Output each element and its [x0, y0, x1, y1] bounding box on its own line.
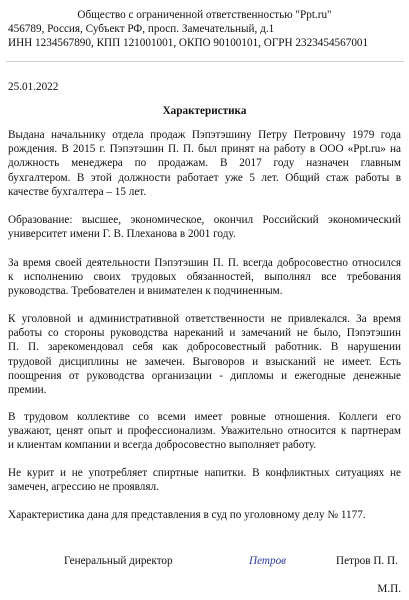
paragraph-line: качестве бухгалтера – 15 лет.	[8, 185, 147, 198]
paragraph-team	[8, 410, 401, 453]
paragraph-line: рождения. В 2015 г. Пэпэтэшин П. П. был принят на работу в ООО «Ppt.ru» на	[8, 143, 401, 156]
paragraph-line: Образование: высшее, экономическое, окончил Российский экономический	[8, 214, 401, 226]
document-date: 25.01.2022	[8, 81, 59, 93]
paragraph-education	[8, 213, 401, 241]
paragraph-line: Выдана начальнику отдела продаж Пэпэтэшину Петру Петровичу 1979 года	[8, 129, 401, 141]
header-divider	[6, 61, 404, 62]
paragraph-line: К уголовной и административной ответственности не привлекался. За время	[8, 313, 401, 325]
paragraph-line: П. П. зарекомендовал себя как добросовестный работник. В нарушении	[8, 341, 401, 354]
paragraph-purpose	[8, 508, 401, 522]
paragraph-line: бухгалтером. В этой должности работает уже 5 лет. Общий стаж работы в	[8, 171, 401, 184]
paragraph-line: работы со стороны руководства нареканий и замечаний не было, Пэпэтэшин	[8, 327, 401, 340]
paragraph-line: премии.	[8, 384, 47, 397]
paragraph-line: к исполнению своих трудовых обязанностей, выполнял все требования	[8, 271, 401, 284]
organization-name: Общество с ограниченной ответственностью "Ppt.ru"	[77, 9, 332, 21]
paragraph-line: замечен, агрессию не проявлял.	[8, 481, 159, 494]
document-title: Характеристика	[162, 105, 247, 117]
paragraph-line: В трудовом коллективе со всеми имеет ровные отношения. Коллеги его	[8, 411, 401, 423]
paragraph-line: уважают, ценят опыт и профессионализм. Уважительно относится к партнерам	[8, 425, 401, 438]
paragraph-line: поощрения от руководства организации - дипломы и ежегодные денежные	[8, 369, 401, 382]
paragraph-duties	[8, 256, 401, 299]
signer-position: Генеральный директор	[64, 555, 173, 567]
paragraph-line: руководства. Требователен и внимателен к подчиненным.	[8, 285, 283, 298]
organization-codes: ИНН 1234567890, КПП 121001001, ОКПО 90100101, ОГРН 2323454567001	[8, 37, 369, 49]
paragraph-line: За время своей деятельности Пэпэтэшин П. П. всегда добросовестно относился	[8, 257, 401, 269]
signer-name: Петров П. П.	[336, 555, 398, 567]
paragraph-conduct	[8, 312, 401, 397]
paragraph-line: университет имени Г. В. Плеханова в 2001 году.	[8, 228, 236, 241]
paragraph-intro	[8, 128, 401, 199]
seal-place: М.П.	[377, 583, 401, 595]
paragraph-line: и клиентам компании и всегда добросовестно выполняет работу.	[8, 439, 317, 452]
organization-address: 456789, Россия, Субъект РФ, просп. Замечательный, д.1	[8, 23, 275, 35]
paragraph-line: Характеристика дана для представления в суд по уголовному делу № 1177.	[8, 509, 366, 521]
paragraph-line: должность менеджера по продажам. В 2017 году назначен главным	[8, 157, 401, 170]
paragraph-line: Не курит и не употребляет спиртные напитки. В конфликтных ситуациях не	[8, 467, 401, 479]
signature-handwritten: Петров	[249, 555, 287, 567]
paragraph-habits	[8, 466, 401, 494]
paragraph-line: трудовой дисциплины не замечен. Выговоров и взысканий не имеет. Есть	[8, 355, 401, 368]
